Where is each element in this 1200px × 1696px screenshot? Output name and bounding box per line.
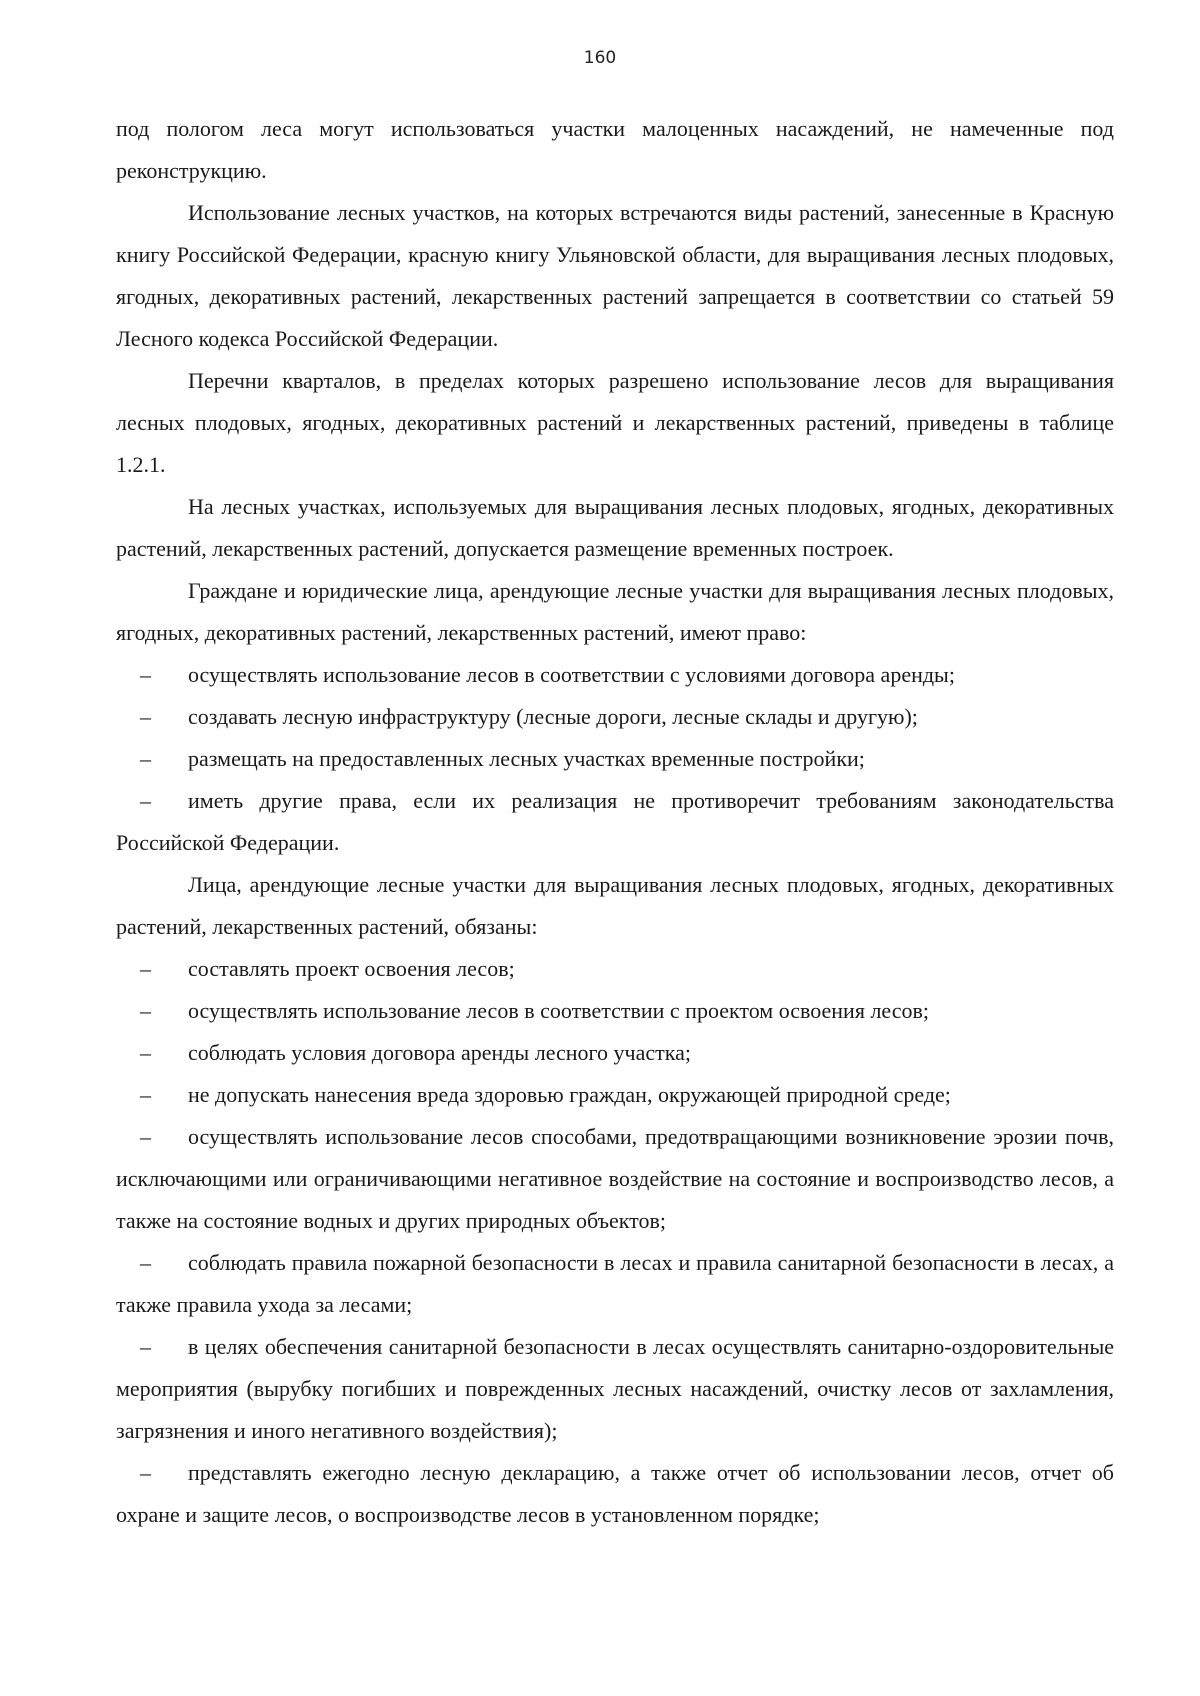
list-item-text: составлять проект освоения лесов;	[188, 956, 515, 981]
dash-marker: –	[140, 662, 151, 687]
dash-marker: –	[140, 956, 151, 981]
dash-marker: –	[140, 1040, 151, 1065]
list-item	[116, 1116, 1114, 1242]
page-number: 160	[583, 48, 617, 68]
list-item	[116, 780, 1114, 864]
list-item-text: представлять ежегодно лесную декларацию, а также отчет об использовании лесов, отчет об охране и защите лесов, о воспроизводстве лесов в установленном порядке;	[116, 1460, 1114, 1527]
paragraph: Использование лесных участков, на которых встречаются виды растений, занесенные в Красную книгу Российской Федерации, красную книгу Ульяновской области, для выращивания лесных плодовых, ягодных, декоративных растений, лекарственных растений запрещается в соответствии со статьей 59 Лесного кодекса Российской Федерации.	[116, 200, 1114, 351]
paragraph: Перечни кварталов, в пределах которых разрешено использование лесов для выращивания лесных плодовых, ягодных, декоративных растений и лекарственных растений, приведены в таблице 1.2.1.	[116, 368, 1114, 477]
paragraph: под пологом леса могут использоваться участки малоценных насаждений, не намеченные под реконструкцию.	[116, 116, 1114, 183]
list-item	[116, 1242, 1114, 1326]
list-item	[116, 1074, 1114, 1116]
list-item	[116, 1452, 1114, 1536]
list-item-text: осуществлять использование лесов в соответствии с условиями договора аренды;	[188, 662, 955, 687]
list-item	[116, 948, 1114, 990]
list-item-text: иметь другие права, если их реализация не противоречит требованиям законодательства Российской Федерации.	[116, 788, 1114, 855]
dash-marker: –	[140, 1082, 151, 1107]
list-item-text: осуществлять использование лесов в соответствии с проектом освоения лесов;	[188, 998, 930, 1023]
dash-marker: –	[140, 1250, 151, 1275]
paragraph: Граждане и юридические лица, арендующие лесные участки для выращивания лесных плодовых, ягодных, декоративных растений, лекарственных растений, имеют право:	[116, 578, 1114, 645]
list-item	[116, 1032, 1114, 1074]
dash-marker: –	[140, 998, 151, 1023]
list-item-text: создавать лесную инфраструктуру (лесные дороги, лесные склады и другую);	[188, 704, 918, 729]
list-item	[116, 654, 1114, 696]
dash-marker: –	[140, 788, 151, 813]
list-item-text: осуществлять использование лесов способами, предотвращающими возникновение эрозии почв, исключающими или ограничивающими негативное воздействие на состояние и воспроизводство лесов, а также на состояние водных и других природных объектов;	[116, 1124, 1114, 1233]
list-item	[116, 1326, 1114, 1452]
list-item-text: в целях обеспечения санитарной безопасности в лесах осуществлять санитарно-оздоровительные мероприятия (вырубку погибших и поврежденных лесных насаждений, очистку лесов от захламления, загрязнения и иного негативного воздействия);	[116, 1334, 1114, 1443]
dash-marker: –	[140, 1124, 151, 1149]
dash-marker: –	[140, 1334, 151, 1359]
list-item	[116, 738, 1114, 780]
dash-marker: –	[140, 746, 151, 771]
list-item-text: размещать на предоставленных лесных участках временные постройки;	[188, 746, 865, 771]
list-item-text: соблюдать условия договора аренды лесного участка;	[188, 1040, 691, 1065]
document-body	[116, 108, 1114, 1536]
paragraph: На лесных участках, используемых для выращивания лесных плодовых, ягодных, декоративных растений, лекарственных растений, допускается размещение временных построек.	[116, 494, 1114, 561]
list-item	[116, 990, 1114, 1032]
dash-marker: –	[140, 704, 151, 729]
paragraph: Лица, арендующие лесные участки для выращивания лесных плодовых, ягодных, декоративных растений, лекарственных растений, обязаны:	[116, 872, 1114, 939]
list-item	[116, 696, 1114, 738]
dash-marker: –	[140, 1460, 151, 1485]
list-item-text: не допускать нанесения вреда здоровью граждан, окружающей природной среде;	[188, 1082, 951, 1107]
list-item-text: соблюдать правила пожарной безопасности в лесах и правила санитарной безопасности в лесах, а также правила ухода за лесами;	[116, 1250, 1114, 1317]
